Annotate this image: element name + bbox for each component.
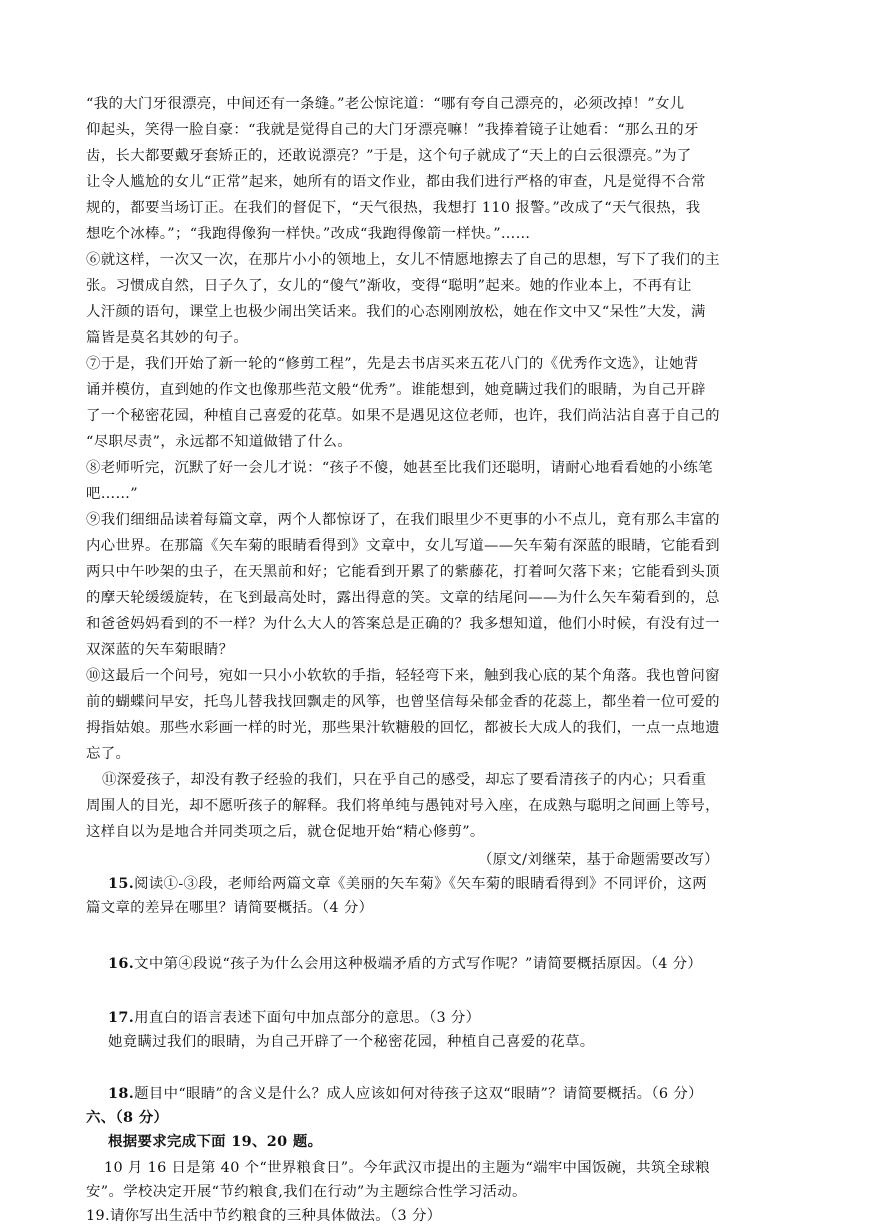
question-number: 16.: [108, 955, 135, 972]
question-text: 文中第④段说“孩子为什么会用这种极端矛盾的方式写作呢？”请简要概括原因。（4 分）: [134, 956, 703, 972]
question-text: 请你写出生活中节约粮食的三种具体做法。（3 分）: [109, 1208, 442, 1224]
body-line: 这样自以为是地合并同类项之后，就仓促地开始“精心修剪”。: [86, 824, 485, 840]
body-line: 拇指姑娘。那些水彩画一样的时光，那些果汁软糖般的回忆，都被长大成人的我们，一点一点地遗: [86, 720, 720, 736]
question-15: [108, 872, 808, 896]
body-line: ⑨我们细细品读着每篇文章，两个人都惊讶了，在我们眼里少不更事的小不点儿，竟有那么丰富的: [86, 512, 720, 528]
body-line: 和爸爸妈妈看到的不一样？为什么大人的答案总是正确的？我多想知道，他们小时候，有没有过一: [86, 616, 720, 632]
body-line: 的摩天轮缓缓旋转，在飞到最高处时，露出得意的笑。文章的结尾问——为什么矢车菊看到的，总: [86, 590, 720, 606]
body-line: 周围人的目光，却不愿听孩子的解释。我们将单纯与愚钝对号入座，在成熟与聪明之间画上等号，: [86, 798, 720, 814]
question-18: [108, 1082, 808, 1106]
question-17: [108, 1006, 808, 1030]
context-paragraph: 10 月 16 日是第 40 个“世界粮食日”。今年武汉市提出的主题为“端牢中国饭碗，共筑全球粮: [104, 1160, 710, 1176]
question-number: 17.: [108, 1009, 135, 1026]
body-line: 让令人尴尬的女儿“正常”起来，她所有的语文作业，都由我们进行严格的审查，凡是觉得不合常: [86, 174, 706, 190]
body-line: 前的蝴蝶问早安，托鸟儿替我找回飘走的风筝，也曾坚信每朵郁金香的花蕊上，都坐着一位可爱的: [86, 694, 720, 710]
section-instruction: 根据要求完成下面 19、20 题。: [108, 1133, 323, 1150]
body-line: ⑧老师听完，沉默了好一会儿才说：“孩子不傻，她甚至比我们还聪明，请耐心地看看她的小练笔: [86, 460, 713, 476]
question-number: 15.: [108, 875, 135, 892]
body-line: “我的大门牙很漂亮，中间还有一条缝。”老公惊诧道：“哪有夸自己漂亮的，必须改掉！”女儿: [86, 96, 685, 112]
body-line: ⑪深爱孩子，却没有教子经验的我们，只在乎自己的感受，却忘了要看清孩子的内心；只看重: [102, 772, 707, 788]
question-16: [108, 952, 808, 976]
source-note: （原文/刘继荣，基于命题需要改写）: [477, 852, 719, 868]
question-number: 18.: [108, 1085, 135, 1102]
question-19: [86, 1204, 786, 1228]
body-line: 篇皆是莫名其妙的句子。: [86, 330, 249, 346]
body-line: ⑩这最后一个问号，宛如一只小小软软的手指，轻轻弯下来，触到我心底的某个角落。我也曾问窗: [86, 668, 720, 684]
body-line: 想吃个冰棒。”；“我跑得像狗一样快。”改成“我跑得像箭一样快。”……: [86, 226, 531, 242]
body-line: 齿，长大都要戴牙套矫正的，还敢说漂亮？”于是，这个句子就成了“天上的白云很漂亮。”为了: [86, 148, 692, 164]
body-line: 张。习惯成自然，日子久了，女儿的“傻气”渐收，变得“聪明”起来。她的作业本上，不再有让: [86, 278, 692, 294]
body-line: 忘了。: [86, 746, 131, 762]
body-line: 双深蓝的矢车菊眼睛？: [86, 642, 234, 658]
question-text: 用直白的语言表述下面句中加点部分的意思。（3 分）: [134, 1010, 481, 1026]
section-heading: 六、（8 分）: [86, 1109, 169, 1126]
body-line: 仰起头，笑得一脸自豪：“我就是觉得自己的大门牙漂亮嘛！”我捧着镜子让她看：“那么丑的牙: [86, 122, 699, 138]
body-line: 了一个秘密花园，种植自己喜爱的花草。如果不是遇见这位老师，也许，我们尚沾沾自喜于自己的: [86, 408, 720, 424]
question-text: 阅读①-③段，老师给两篇文章《美丽的矢车菊》《矢车菊的眼睛看得到》不同评价，这两: [134, 876, 707, 892]
body-line: ⑦于是，我们开始了新一轮的“修剪工程”，先是去书店买来五花八门的《优秀作文选》，让她背: [86, 356, 699, 372]
body-line: 内心世界。在那篇《矢车菊的眼睛看得到》文章中，女儿写道——矢车菊有深蓝的眼睛，它能看到: [86, 538, 720, 554]
body-line: ⑥就这样，一次又一次，在那片小小的领地上，女儿不情愿地擦去了自己的思想，写下了我们的主: [86, 252, 720, 268]
question-15-cont: 篇文章的差异在哪里？请简要概括。（4 分）: [86, 900, 374, 916]
body-line: 两只中午吵架的虫子，在天黑前和好；它能看到开累了的紫藤花，打着呵欠落下来；它能看到头顶: [86, 564, 720, 580]
context-paragraph-cont: 安”。学校决定开展“节约粮食,我们在行动”为主题综合性学习活动。: [86, 1184, 527, 1200]
question-number: 19.: [86, 1208, 110, 1224]
body-line: 吧……”: [86, 486, 138, 502]
question-17-sentence: 她竟瞒过我们的眼睛，为自己开辟了一个秘密花园，种植自己喜爱的花草。: [108, 1034, 595, 1050]
body-line: 诵并模仿，直到她的作文也像那些范文般“优秀”。谁能想到，她竟瞒过我们的眼睛，为自己开辟: [86, 382, 706, 398]
body-line: 规的，都要当场订正。在我们的督促下，“天气很热，我想打 110 报警。”改成了“天气很热，我: [86, 200, 701, 216]
question-text: 题目中“眼睛”的含义是什么？成人应该如何对待孩子这双“眼睛”？请简要概括。（6 分）: [134, 1086, 703, 1102]
body-line: “尽职尽责”，永远都不知道做错了什么。: [86, 434, 353, 450]
body-line: 人汗颜的语句，课堂上也极少闹出笑话来。我们的心态刚刚放松，她在作文中又“呆性”大发，满: [86, 304, 706, 320]
